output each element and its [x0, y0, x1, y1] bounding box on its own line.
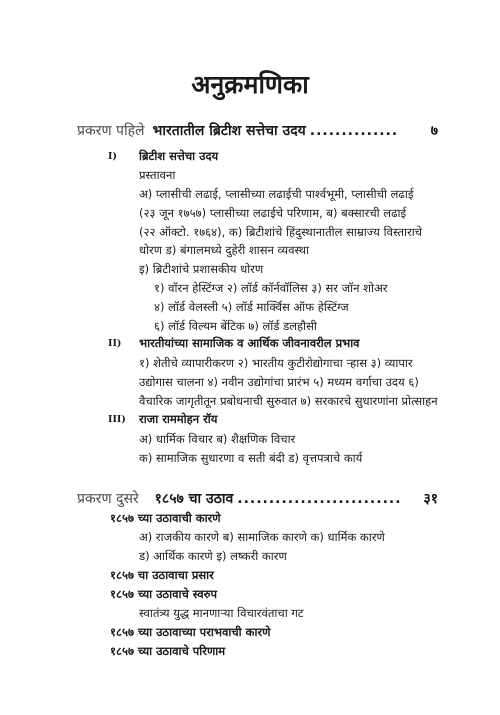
chapter-2-entry [77, 490, 438, 508]
section-2-line: वैचारिक जागृतीतून प्रबोधनाची सुरुवात ७) सरकारचे सुधारणांना प्रोत्साहन [139, 394, 438, 408]
section-1-heading: ब्रिटीश सत्तेचा उदय [139, 149, 219, 163]
chapter-1-title: भारतातील ब्रिटीश सत्तेचा उदय [152, 123, 306, 139]
section-3-line: अ) धार्मिक विचार ब) शैक्षणिक विचार [139, 432, 296, 446]
chapter-2-line: ड) आर्थिक कारणे इ) लष्करी कारण [139, 549, 287, 563]
section-1-line: धोरण ड) बंगालमध्ये दुहेरी शासन व्यवस्था [139, 243, 310, 257]
section-1-subitem: ४) लॉर्ड वेलस्ली ५) लॉर्ड मार्क्विस ऑफ हेस्टिंग्ज [154, 300, 349, 314]
section-1-subitem: ६) लॉर्ड विल्यम बेंटिक ७) लॉर्ड डलहौसी [154, 319, 317, 333]
chapter-2-leader-dots: .......................... [237, 491, 402, 507]
chapter-2-line: स्वातंत्र्य युद्ध मानणाऱ्या विचारवंताचा गट [139, 606, 304, 620]
section-2-line: १) शेतीचे व्यापारीकरण २) भारतीय कुटीरोद्योगाचा ऱ्हास ३) व्यापार [139, 356, 413, 370]
section-1-subitem: १) वॉरन हेस्टिंग्ज २) लॉर्ड कॉर्नवॉलिस ३) सर जॉन शोअर [154, 281, 388, 295]
chapter-2-topic: १८५७ च्या उठावाचे स्वरुप [110, 587, 218, 601]
chapter-1-entry [77, 122, 438, 140]
chapter-2-page-number: ३१ [423, 491, 438, 507]
chapter-2-topic: १८५७ चा उठावाचा प्रसार [110, 568, 214, 582]
chapter-2-topic: १८५७ च्या उठावाचे परिणाम [110, 644, 226, 658]
chapter-1-leader-dots: .............. [309, 123, 399, 139]
section-3-line: क) सामाजिक सुधारणा व सती बंदी ड) वृत्तपत्राचे कार्य [139, 451, 363, 465]
section-1-line: इ) ब्रिटीशांचे प्रशासकीय धोरण [139, 262, 264, 276]
chapter-2-title: १८५७ चा उठाव [154, 491, 234, 507]
chapter-2-prefix: प्रकरण दुसरे [77, 491, 139, 507]
section-2-roman: II) [108, 338, 122, 349]
chapter-1-page-number: ७ [430, 123, 438, 139]
page-title: अनुक्रमणिका [191, 70, 309, 99]
section-1-line: अ) प्लासीची लढाई, प्लासीच्या लढाईची पार्श्वभूमी, प्लासीची लढाई [139, 187, 414, 201]
chapter-1-prefix: प्रकरण पहिले [77, 123, 145, 139]
section-2-line: उद्योगास चालना ४) नवीन उद्योगांचा प्रारंभ ५) मध्यम वर्गाचा उदय ६) [139, 375, 419, 389]
section-1-line: (२३ जून १७५७) प्लासीच्या लढाईचे परिणाम, ब) बक्सारची लढाई [139, 206, 407, 220]
chapter-2-line: अ) राजकीय कारणे ब) सामाजिक कारणे क) धार्मिक कारणे [139, 530, 385, 544]
section-1-roman: I) [108, 151, 117, 162]
section-1-line: (२२ ऑक्टो. १७६४), क) ब्रिटीशांचे हिंदुस्थानातील साम्राज्य विस्ताराचे [139, 225, 422, 239]
section-3-heading: राजा राममोहन रॉय [139, 412, 218, 426]
chapter-2-topic: १८५७ च्या उठावाची कारणे [110, 511, 221, 525]
section-2-heading: भारतीयांच्या सामाजिक व आर्थिक जीवनावरील प्रभाव [139, 336, 360, 350]
section-1-line: प्रस्तावना [139, 168, 176, 182]
chapter-2-topic: १८५७ च्या उठावाच्या पराभवाची कारणे [110, 625, 271, 639]
section-3-roman: III) [108, 414, 126, 425]
